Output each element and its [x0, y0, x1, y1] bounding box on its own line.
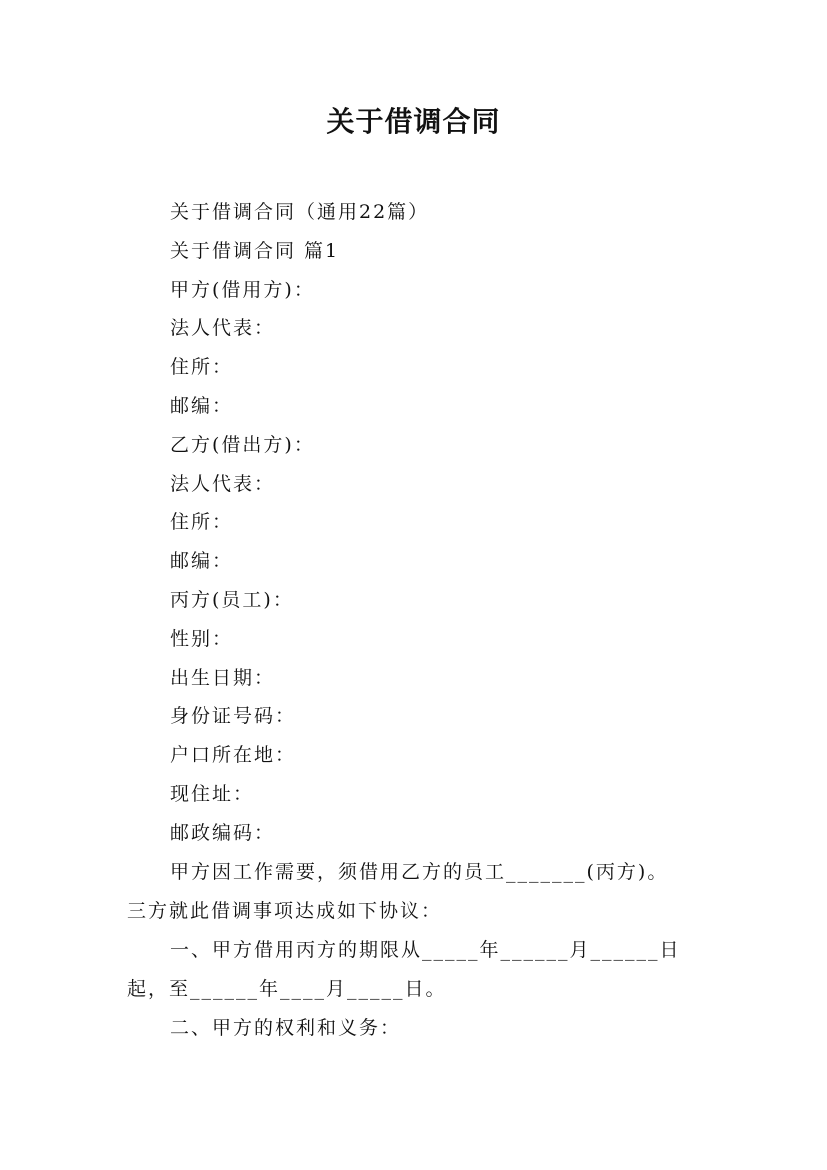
doc-line-party-b: 乙方(借出方)：	[170, 434, 315, 456]
doc-line-party-a: 甲方(借用方)：	[170, 279, 315, 301]
doc-line-postal-code: 邮政编码：	[170, 822, 276, 844]
doc-line-section: 关于借调合同 篇1	[170, 240, 340, 262]
doc-line-address-a: 住所：	[170, 356, 234, 378]
doc-line-paragraph-1-cont: 三方就此借调事项达成如下协议：	[127, 900, 443, 922]
doc-line-gender: 性别：	[170, 628, 234, 650]
doc-line-heading: 关于借调合同（通用22篇）	[170, 201, 430, 223]
doc-line-postcode-a: 邮编：	[170, 395, 234, 417]
doc-line-clause-2: 二、甲方的权利和义务：	[170, 1017, 402, 1039]
doc-line-address-b: 住所：	[170, 511, 234, 533]
doc-line-birthdate: 出生日期：	[170, 667, 276, 689]
document-title: 关于借调合同	[326, 105, 501, 138]
doc-line-current-address: 现住址：	[170, 783, 255, 805]
doc-line-clause-1: 一、甲方借用丙方的期限从_____年______月______日	[170, 939, 681, 961]
doc-line-party-c: 丙方(员工)：	[170, 589, 294, 611]
doc-line-postcode-b: 邮编：	[170, 550, 234, 572]
doc-line-clause-1-cont: 起，至______年____月_____日。	[127, 978, 447, 1000]
doc-line-id-number: 身份证号码：	[170, 705, 297, 727]
doc-line-household: 户口所在地：	[170, 744, 297, 766]
doc-line-legal-rep-b: 法人代表：	[170, 473, 276, 495]
doc-line-paragraph-1: 甲方因工作需要，须借用乙方的员工_______(丙方)。	[170, 861, 669, 883]
doc-line-legal-rep-a: 法人代表：	[170, 317, 276, 339]
